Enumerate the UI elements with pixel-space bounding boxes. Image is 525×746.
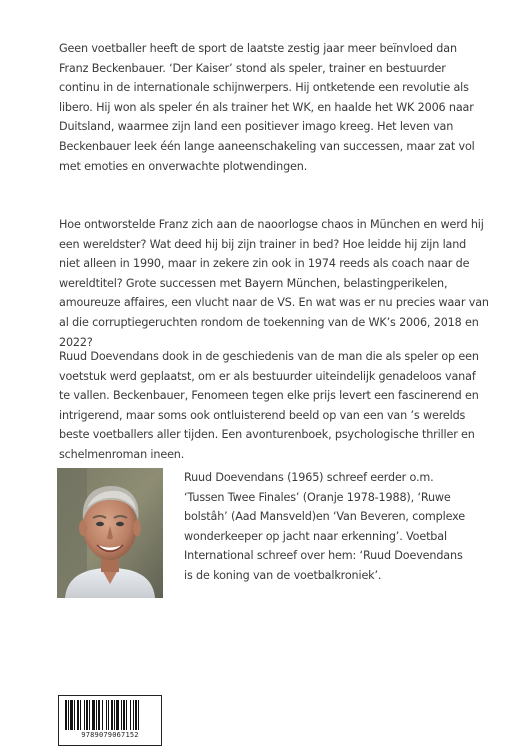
author-photo: [57, 468, 163, 598]
isbn-number: 9789079067152: [81, 731, 139, 739]
isbn-barcode: [58, 695, 162, 746]
author-bio: Ruud Doevendans (1965) schreef eerder o.m. ‘Tussen Twee Finales’ (Oranje 1978-1988), ‘Ruwe bolstâh’ (Aad Mansveld)en ‘Van Beveren, complexe wonderkeeper op jacht naar erkenning’. Voetbal International schreef over hem: ‘Ruud Doevendans is de koning van de voetbalkroniek’.: [184, 471, 465, 582]
blurb-paragraph-1: Geen voetballer heeft de sport de laatste zestig jaar meer beïnvloed dan Franz Beckenbauer. ‘Der Kaiser’ stond als speler, trainer en bestuurder continu in de internationale schijnwerpers. Hij ontketende een revolutie als libero. Hij won als speler én als trainer het WK, en haalde het WK 2006 naar Duitsland, waarmee zijn land een positiever imago kreeg. Het leven van Beckenbauer leek één lange aaneenschakeling van successen, maar zat vol met emoties en onverwachte plotwendingen.: [59, 42, 475, 173]
blurb-paragraph-3: Ruud Doevendans dook in de geschiedenis van de man die als speler op een voetstuk werd geplaatst, om er als bestuurder uiteindelijk genadeloos vanaf te vallen. Beckenbauer, Fenomeen tegen elke prijs levert een fascinerend en intrigerend, maar soms ook ontluisterend beeld op van een van ’s werelds beste voetballers aller tijden. Een avonturenboek, psychologische thriller en schelmenroman ineen.: [59, 350, 479, 461]
barcode-bars: [65, 700, 155, 730]
blurb-paragraph-2: Hoe ontworstelde Franz zich aan de naoorlogse chaos in München en werd hij een wereldster? Wat deed hij bij zijn trainer in bed? Hoe leidde hij zijn land niet alleen in 1990, maar in zekere zin ook in 1974 reeds als coach naar de wereldtitel? Grote successen met Bayern München, belastingperikelen, amoureuze affaires, een vlucht naar de VS. En wat was er nu precies waar van al die corruptiegeruchten rondom de toekenning van de WK’s 2006, 2018 en 2022?: [59, 218, 489, 349]
